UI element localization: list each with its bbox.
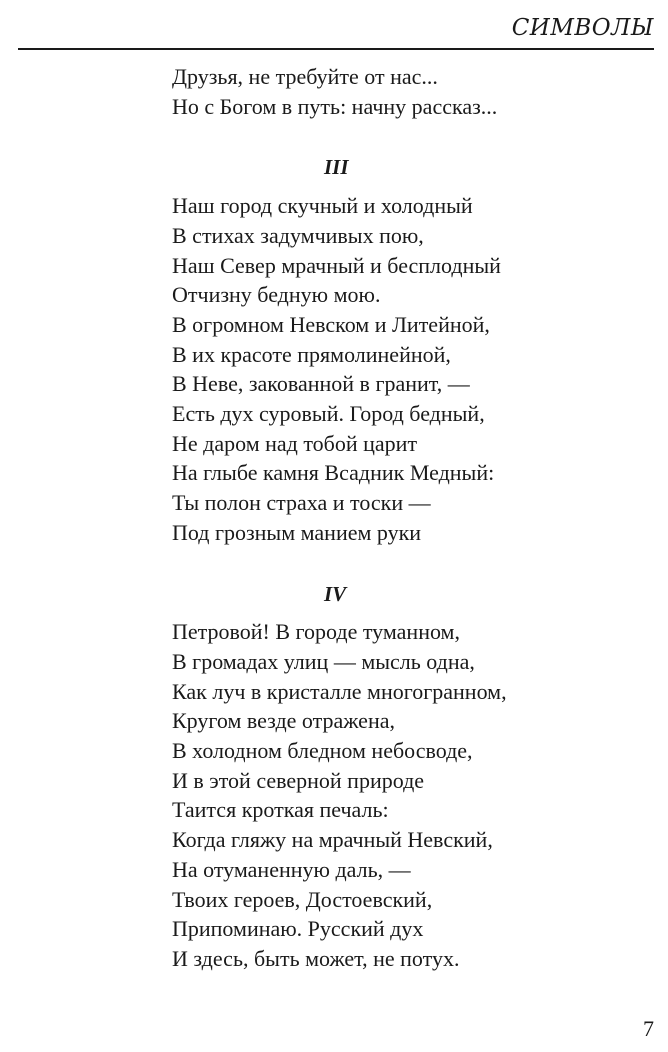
page-number: 7 [643, 1016, 654, 1041]
poem-line: Когда гляжу на мрачный Невский, [172, 827, 493, 853]
poem-line: И в этой северной природе [172, 767, 425, 793]
poem-body [172, 62, 642, 974]
poem-line: Таится кроткая печаль: [172, 797, 389, 823]
poem-line: Но с Богом в путь: начну рассказ... [172, 93, 498, 119]
poem-line: Наш Север мрачный и бесплодный [172, 252, 501, 278]
header-rule [18, 48, 654, 50]
poem-line: Наш город скучный и холодный [172, 193, 473, 219]
poem-line: В стихах задумчивых пою, [172, 222, 424, 248]
poem-line: В громадах улиц — мысль одна, [172, 648, 475, 674]
section-title-iv: IV [324, 581, 347, 606]
running-head: СИМВОЛЫ [511, 15, 654, 41]
poem-line: Не даром над тобой царит [172, 430, 418, 456]
poem-line: В холодном бледном небосводе, [172, 738, 473, 764]
poem-line: Как луч в кристалле многогранном, [172, 678, 507, 704]
poem-line: В их красоте прямолинейной, [172, 341, 451, 367]
poem-line: В Неве, закованной в гранит, — [172, 371, 470, 397]
poem-line: Петровой! В городе туманном, [172, 619, 460, 645]
poem-line: Кругом везде отражена, [172, 708, 395, 734]
poem-line: Под грозным манием руки [172, 519, 422, 545]
poem-line: Твоих героев, Достоевский, [172, 886, 433, 912]
poem-line: Друзья, не требуйте от нас... [172, 64, 438, 89]
poem-line: Есть дух суровый. Город бедный, [172, 401, 485, 427]
poem-line: И здесь, быть может, не потух. [172, 945, 460, 971]
poem-line: На отуманенную даль, — [172, 856, 411, 882]
section-title-iii: III [324, 155, 349, 180]
poem-line: Отчизну бедную мою. [172, 282, 381, 308]
poem-line: Ты полон страха и тоски — [172, 490, 431, 516]
poem-line: В огромном Невском и Литейной, [172, 311, 490, 337]
poem-line: Припоминаю. Русский дух [172, 916, 424, 942]
poem-line: На глыбе камня Всадник Медный: [172, 460, 495, 486]
